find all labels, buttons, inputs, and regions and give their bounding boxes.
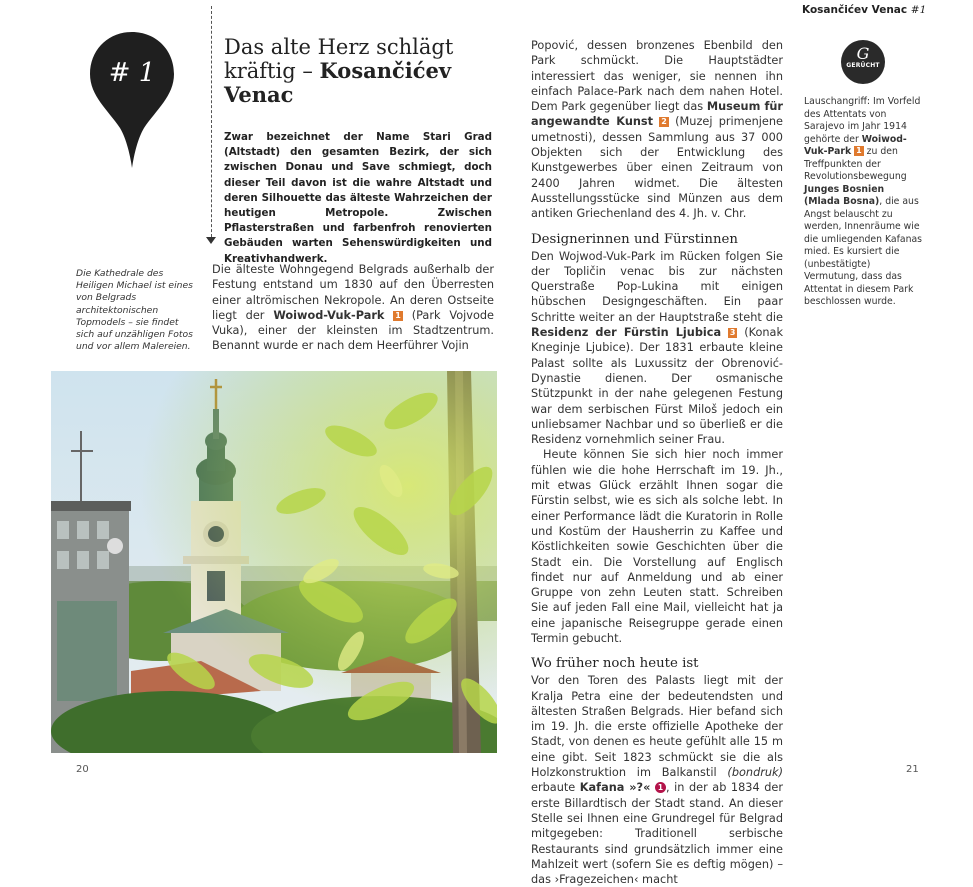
title-line-3 (224, 83, 494, 107)
side-marker-1: 1 (856, 146, 862, 155)
chapter-title (224, 35, 494, 107)
p4-text-c: , in der ab 1834 der erste Billardtisch der Stadt stand. An dieser Stelle sei Ihnen eine Grundregel für Belgrad mitgegeben: Traditionell serbische Restaurants sind grundsätzlich immer eine Mahlzeit wert (sofern Sie es deftig mögen) – das ›Fragezeichen‹ macht (531, 781, 783, 887)
heading-wo-frueher: Wo früher noch heute ist (531, 656, 699, 672)
side-text-3: , die aus Angst belauscht zu werden, Innenräume wie die umliegenden Kafanas mied. Es kursiert die (unbestätigte) Vermutung, dass das Attentat in diesem Park beschlossen wurde. (804, 196, 923, 307)
title-line-2 (224, 59, 494, 83)
title-line-2a: kräftig – (224, 59, 320, 83)
p4-italic: (bondruk) (727, 766, 783, 780)
page-number-right: 21 (906, 764, 919, 775)
paragraph-museum (531, 38, 783, 222)
dashed-divider (211, 6, 212, 242)
marker-1: 1 (395, 310, 401, 320)
side-bold-1: Woiwod-Vuk-Park (804, 133, 907, 157)
photo-caption: Die Kathedrale des Heiligen Michael ist eines von Belgrads architektonischen Topmodels – sie findet sich auf unzähligen Fotos und vor allem Malereien. (76, 268, 193, 353)
paragraph-kafana (531, 673, 783, 887)
side-text-1: Lauschangriff: Im Vorfeld des Attentats von Sarajevo im Jahr 1914 gehörte der (804, 96, 921, 145)
main-text-column (531, 38, 783, 887)
p2-text-c: (Konak Kneginje Ljubice). Der 1831 erbaute kleine Palast sollte als Luxussitz der Obrenović-Dynastie dienen. Der osmanische Stützpunkt in der nahe gelegenen Festung war dem serbischen Fürst Miloš jedoch ein unliebsamer Nachbar und so überließ er die Residenz vornehmlich seiner Frau. (531, 326, 784, 447)
badge-label: GERÜCHT (846, 62, 880, 69)
geruecht-badge-icon (841, 40, 885, 84)
p2-text-a: Den Wojwod-Vuk-Park im Rücken folgen Sie der Topličin venac bis zur nächsten Querstraße Pop-Lukina mit einigen hübschen Designgeschäften. Ein paar Schritte weiter an der Hauptstraße steht die (531, 249, 783, 324)
side-bold-2: Junges Bosnien (Mlada Bosna) (804, 183, 885, 207)
arrow-down-icon (206, 237, 216, 244)
lead-paragraph: Zwar bezeichnet der Name Stari Grad (Altstadt) den gesamten Bezirk, der sich zwischen Donau und Save schmiegt, doch dieser Teil davon ist die wahre Altstadt und deren Silhouette das älteste Wahrzeichen der heutigen Metropole. Zwischen Pflasterstraßen und farbenfroh renovierten Gebäuden warten Sehenswürdigkeiten und Kreativhandwerk. (224, 131, 492, 265)
paragraph-residenz (531, 249, 783, 448)
pin-label: # 1 (108, 58, 156, 88)
title-line-3-text: Venac (224, 82, 294, 107)
title-line-1: Das alte Herz schlägt (224, 35, 454, 59)
badge-letter: G (856, 44, 870, 63)
heading-designerinnen: Designerinnen und Fürstinnen (531, 231, 738, 247)
side-text-2: zu den Treffpunkten der Revolutionsbewegung (804, 146, 907, 182)
marker-circle-1: 1 (655, 782, 666, 793)
p4-bold-kafana: Kafana »?« (579, 781, 651, 795)
paragraph-performance: Heute können Sie sich hier noch immer fühlen wie die hohe Herrschaft im 19. Jh., mit etwas Glück erzählt Ihnen sogar die Fürstin selbst, wie es sich als solche lebt. In einer Performance lädt die Kuratorin in Rolle und Kostüm der Hausherrin zu Kaffee und Köstlichkeiten sowie Geschichten über die Stadt ein. Die Vorstellung auf Englisch findet nur auf Anmeldung und ab einer Gruppe von zehn Leuten statt. Schreiben Sie auf jeden Fall eine Mail, vielleicht hat ja eine japanische Reisegruppe gerade einen Termin gebucht. (531, 448, 783, 645)
body-paragraph-1 (212, 262, 494, 354)
running-header-number: #1 (910, 4, 927, 16)
p1-text-a: Popović, dessen bronzenes Ebenbild den Park schmückt. Die Hauptstädter interessiert das weniger, sie nennen ihn einfach Palace-Park nach dem nahen Hotel. Dem Park gegenüber liegt das (531, 39, 783, 114)
location-pin-icon (88, 30, 176, 170)
p1-text-c: (Muzej primenjene umetnosti), dessen Sammlung aus 37 000 Objekten sich der Entwicklung des Kunstgewerbes über einen Zeitraum von 2400 Jahren widmet. Die ältesten Ausstellungsstücke sind Münzen aus dem antiken Griechenland des 4. Jh. v. Chr. (531, 115, 783, 221)
p2-bold: Residenz der Fürstin Ljubica (531, 326, 722, 340)
running-header-title: Kosančićev Venac (802, 4, 908, 16)
running-header (802, 4, 972, 16)
body1-text-2: (Park Vojvode Vuka), einer der kleinsten im Stadtzentrum. Benannt wurde er nach dem Heerführer Vojin (212, 308, 495, 353)
p4-text-b: erbaute (531, 781, 580, 795)
side-note (804, 96, 922, 309)
page-number-left: 20 (76, 764, 89, 775)
title-line-2b: Kosančićev (319, 58, 452, 83)
p1-bold: Museum für angewandte Kunst (531, 100, 783, 129)
body1-bold-1: Woiwod-Vuk-Park (273, 308, 385, 322)
p4-text-a: Vor den Toren des Palasts liegt mit der Kralja Petra eine der bedeutendsten und ältesten Straßen Belgrads. Hier befand sich im 19. Jh. die erste offizielle Apotheke der Stadt, von denen es heute gefühlt alle 15 m eine gibt. Seit 1823 schmückt sie die als Holzkonstruktion im Balkanstil (531, 674, 783, 780)
marker-2: 2 (661, 117, 667, 127)
cathedral-photo (51, 371, 497, 753)
marker-3: 3 (729, 328, 736, 338)
body1-text-1: Die älteste Wohngegend Belgrads außerhalb der Festung entstand um 1830 auf den Überresten einer altrömischen Nekropole. An deren Ostseite liegt der (212, 263, 494, 322)
